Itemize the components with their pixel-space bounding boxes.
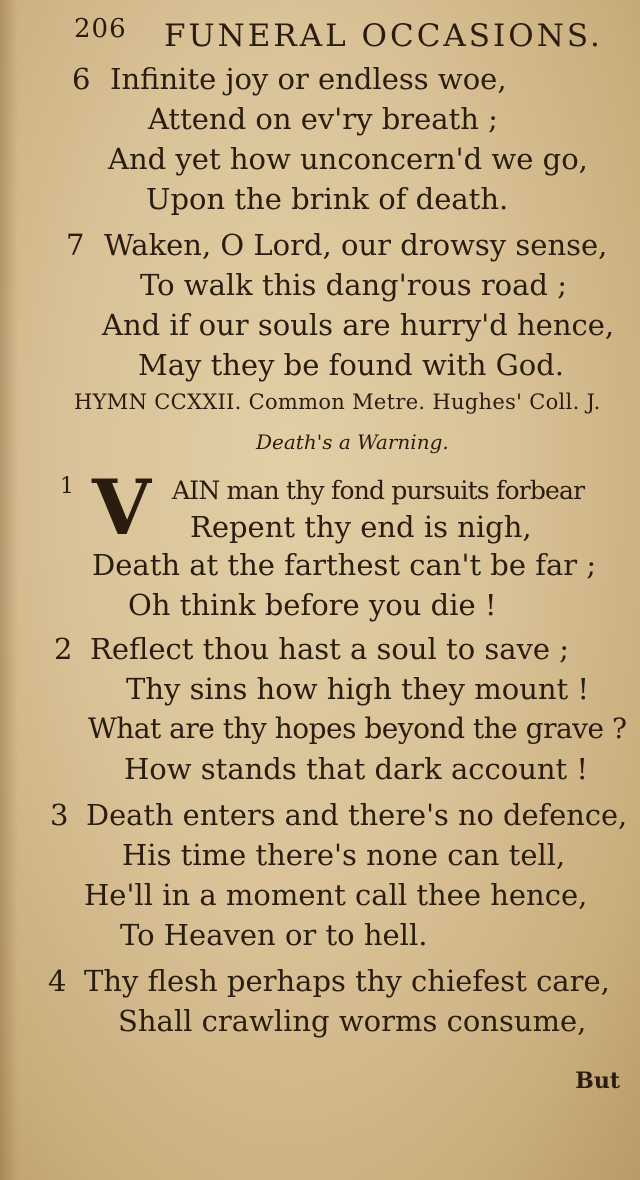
- verse-line: To walk this dang'rous road ;: [140, 268, 567, 302]
- verse-line: AIN man thy fond pursuits forbear: [172, 476, 585, 505]
- stanza-number: 7: [66, 228, 85, 262]
- verse-line: Reflect thou hast a soul to save ;: [90, 632, 570, 666]
- verse-line: He'll in a moment call thee hence,: [84, 878, 588, 912]
- verse-line: Waken, O Lord, our drowsy sense,: [104, 228, 608, 262]
- verse-line: What are thy hopes beyond the grave ?: [88, 712, 627, 745]
- catchword: But: [575, 1068, 620, 1094]
- verse-line: Repent thy end is nigh,: [190, 510, 532, 544]
- verse-line: Death at the farthest can't be far ;: [92, 548, 597, 582]
- verse-line: Shall crawling worms consume,: [118, 1004, 587, 1038]
- verse-line: Attend on ev'ry breath ;: [148, 102, 498, 136]
- stanza-number: 6: [72, 62, 91, 96]
- verse-line: Death enters and there's no defence,: [86, 798, 628, 832]
- page-title: FUNERAL OCCASIONS.: [164, 18, 603, 54]
- verse-line: And yet how unconcern'd we go,: [108, 142, 588, 176]
- verse-line: Upon the brink of death.: [146, 182, 509, 216]
- page-number: 206: [74, 14, 127, 44]
- stanza-number: 3: [50, 798, 69, 832]
- stanza-number: 4: [48, 964, 67, 998]
- drop-cap: V: [92, 463, 151, 552]
- verse-line: Thy flesh perhaps thy chiefest care,: [84, 964, 610, 998]
- hymn-title: HYMN CCXXII. Common Metre. Hughes' Coll. J.: [74, 390, 601, 414]
- stanza-number: 1: [60, 474, 74, 499]
- verse-line: Oh think before you die !: [128, 588, 497, 622]
- verse-line: May they be found with God.: [138, 348, 565, 382]
- verse-line: Infinite joy or endless woe,: [110, 62, 507, 96]
- page-edge-shadow: [0, 0, 18, 1180]
- verse-line: Thy sins how high they mount !: [126, 672, 590, 706]
- stanza-number: 2: [54, 632, 73, 666]
- verse-line: His time there's none can tell,: [122, 838, 566, 872]
- hymn-subtitle: Death's a Warning.: [256, 430, 449, 454]
- verse-line: How stands that dark account !: [124, 752, 589, 786]
- verse-line: And if our souls are hurry'd hence,: [102, 308, 615, 342]
- verse-line: To Heaven or to hell.: [120, 918, 428, 952]
